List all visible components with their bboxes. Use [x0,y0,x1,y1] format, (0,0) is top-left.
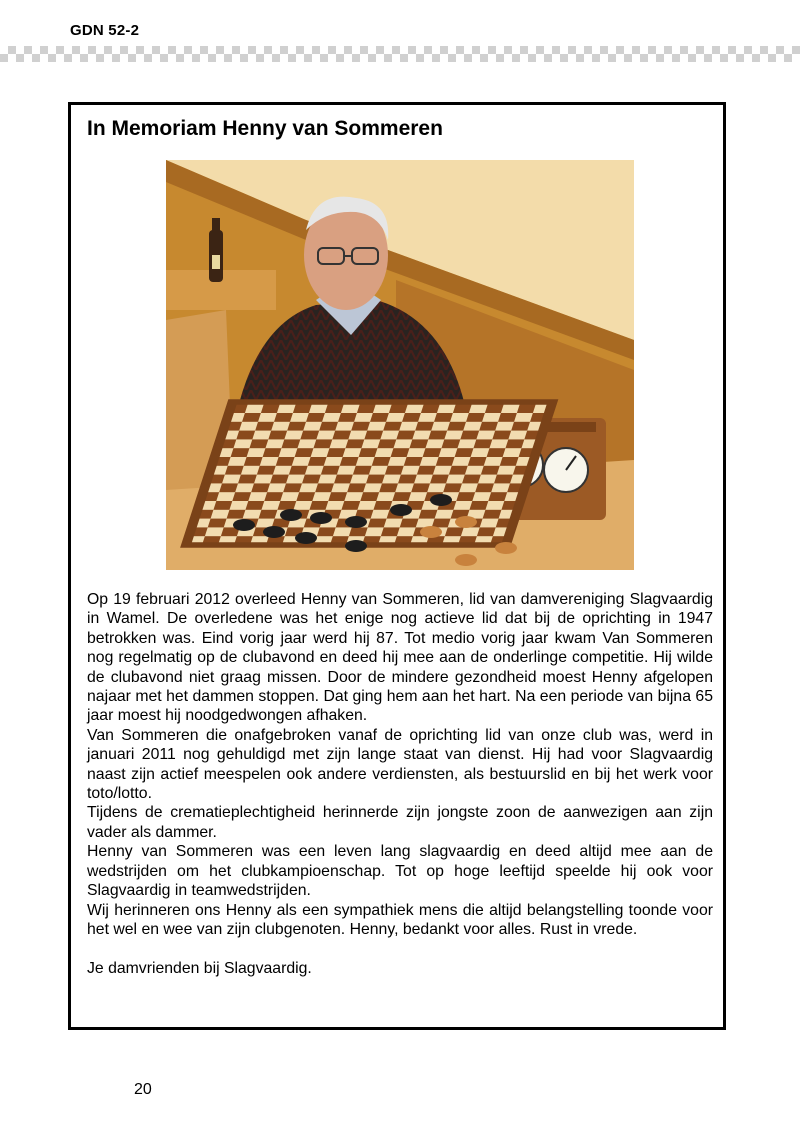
paragraph: Tijdens de crematieplechtigheid herinnerde zijn jongste zoon de aanwezigen aan zijn vader als dammer. [87,804,713,841]
article-body [87,590,713,978]
paragraph: Wij herinneren ons Henny als een sympathiek mens die altijd belangstelling toonde voor het wel en wee van zijn clubgenoten. Henny, bedankt voor alles. Rust in vrede. [87,901,713,938]
paragraph: Op 19 februari 2012 overleed Henny van Sommeren, lid van damvereniging Slagvaardig in Wamel. De overledene was het enige nog actieve lid dat bij de oprichting in 1947 betrokken was. Eind vorig jaar werd hij 87. Tot medio vorig jaar kwam Van Sommeren nog regelmatig op de clubavond en deed hij mee aan de onderlinge competitie. Hij wilde de clubavond niet graag missen. Door de mindere gezondheid moest Henny afgelopen najaar met het dammen stoppen. Dat ging hem aan het hart. Na een periode van bijna 65 jaar moest hij noodgedwongen afhaken. [87,591,713,725]
magazine-issue-code: GDN 52-2 [70,22,140,39]
memorial-article [68,102,726,1030]
paragraph: Henny van Sommeren was een leven lang slagvaardig en deed altijd mee aan de wedstrijden om het clubkampioenschap. Tot op hoge leeftijd speelde hij ook voor Slagvaardig in teamwedstrijden. [87,843,713,900]
paragraph-spacer [87,939,713,958]
memorial-photo [166,160,634,570]
article-title: In Memoriam Henny van Sommeren [87,117,443,140]
page-number: 20 [134,1081,152,1098]
paragraph: Van Sommeren die onafgebroken vanaf de oprichting lid van onze club was, werd in januari 2011 nog gehuldigd met zijn lange staat van dienst. Hij had voor Slagvaardig naast zijn actief meespelen ook andere verdiensten, als bestuurslid en bij het werk voor toto/lotto. [87,726,713,803]
checkered-banner [0,46,800,62]
article-signature: Je damvrienden bij Slagvaardig. [87,959,312,977]
